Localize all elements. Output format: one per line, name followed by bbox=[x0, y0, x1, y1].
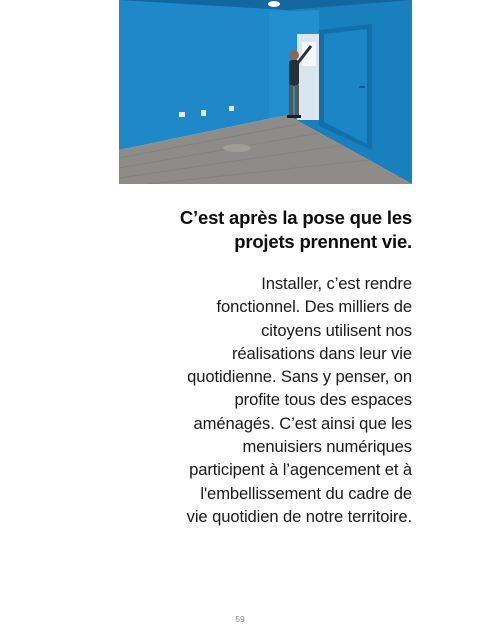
room-photo bbox=[119, 0, 412, 184]
body-line: vie quotidien de notre territoire. bbox=[186, 506, 412, 526]
body-line: aménagés. C’est ainsi que les bbox=[193, 413, 412, 433]
body-line: Installer, c’est rendre bbox=[261, 274, 412, 293]
body-line: l'embellissement du cadre de bbox=[200, 483, 412, 503]
body-line: citoyens utilisent nos bbox=[261, 320, 412, 340]
body-line: menuisiers numériques bbox=[242, 437, 412, 457]
body-line: profite tous des espaces bbox=[234, 390, 412, 410]
body-line: quotidienne. Sans y penser, on bbox=[187, 367, 412, 387]
body-paragraph bbox=[150, 272, 412, 528]
body-line: réalisations dans leur vie bbox=[231, 343, 412, 363]
heading-line: C’est après la pose que les bbox=[179, 207, 412, 228]
section-heading bbox=[140, 206, 412, 254]
body-line: participent à l’agencement et à bbox=[189, 460, 412, 480]
heading-line: projets prennent vie. bbox=[234, 231, 412, 252]
page-number: 59 bbox=[235, 614, 245, 624]
body-line: fonctionnel. Des milliers de bbox=[216, 297, 412, 317]
